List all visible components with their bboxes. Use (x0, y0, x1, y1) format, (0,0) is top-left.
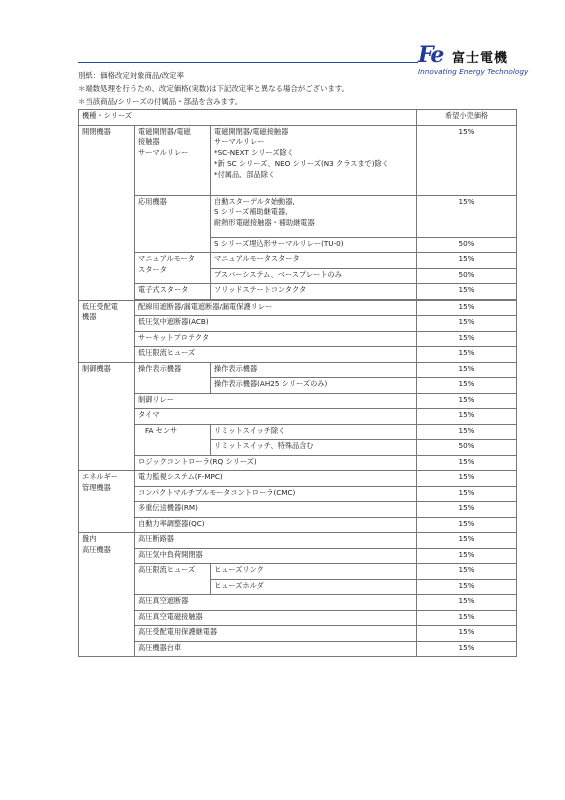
rate-cell: 15% (417, 362, 517, 378)
logo-tagline: Innovating Energy Technology (418, 67, 529, 76)
company-logo (418, 44, 528, 80)
sub-applied: 応用機器 (135, 195, 211, 253)
item-protective-relay: 高圧受配電用保護継電器 (135, 626, 417, 642)
sub-manual-motor-starter: マニュアルモータ スタータ (135, 253, 211, 284)
table-row (79, 300, 517, 316)
detail-ah25: 操作表示機器(AH25 シリーズのみ) (211, 378, 417, 394)
category-energy: エネルギー 管理機器 (79, 471, 135, 533)
rate-cell: 15% (417, 253, 517, 269)
item-acb: 低圧気中遮断器(ACB) (135, 316, 417, 332)
rate-cell: 15% (417, 471, 517, 487)
rate-cell: 15% (417, 548, 517, 564)
rate-cell: 15% (417, 517, 517, 533)
fe-logo-icon: Fe (418, 42, 443, 68)
detail-fa-excl: リミットスイッチ除く (211, 424, 417, 440)
table-row (79, 125, 517, 195)
table-row (79, 502, 517, 518)
item-vcb: 高圧真空遮断器 (135, 595, 417, 611)
detail-operation-display: 操作表示機器 (211, 362, 417, 378)
table-row (79, 641, 517, 657)
table-row (79, 455, 517, 471)
note-accessories: ＊当該商品/シリーズの付属品・部品を含みます。 (78, 97, 243, 106)
detail-manual-motor-starter: マニュアルモータスタータ (211, 253, 417, 269)
logo-company-name: 富士電機 (452, 51, 509, 66)
item-f-mpc: 電力監視システム(F-MPC) (135, 471, 417, 487)
table-row (79, 195, 517, 237)
rate-cell: 15% (417, 195, 517, 237)
rate-cell: 15% (417, 486, 517, 502)
rate-cell: 15% (417, 641, 517, 657)
table-row (79, 316, 517, 332)
item-qc: 自動力率調整器(QC) (135, 517, 417, 533)
rate-cell: 15% (417, 455, 517, 471)
header-rule (78, 62, 418, 63)
rate-cell: 15% (417, 284, 517, 300)
table-row (79, 486, 517, 502)
table-row (79, 409, 517, 425)
rate-cell: 15% (417, 331, 517, 347)
price-revision-table (78, 109, 517, 657)
table-row (79, 548, 517, 564)
sub-fa-sensor: FA センサ (135, 424, 211, 455)
rate-cell: 15% (417, 378, 517, 394)
rate-cell: 15% (417, 533, 517, 549)
category-banai: 盤内 高圧機器 (79, 533, 135, 657)
table-row (79, 347, 517, 363)
rate-cell: 15% (417, 564, 517, 580)
table-row (79, 626, 517, 642)
item-hv-load-switch: 高圧気中負荷開閉器 (135, 548, 417, 564)
table-row (79, 533, 517, 549)
header-price: 希望小売価格 (417, 110, 517, 126)
note-title: 別紙：価格改定対象商品/改定率 (78, 71, 184, 80)
item-hv-truck: 高圧機器台車 (135, 641, 417, 657)
table-row (79, 517, 517, 533)
item-mccb: 配線用遮断器/漏電遮断器/漏電保護リレー (135, 300, 417, 316)
rate-cell: 15% (417, 502, 517, 518)
rate-cell: 15% (417, 424, 517, 440)
item-circuit-protector: サーキットプロテクタ (135, 331, 417, 347)
detail-fa-incl: リミットスイッチ、特殊品含む (211, 440, 417, 456)
table-row (79, 362, 517, 378)
category-teiatsu: 低圧受配電 機器 (79, 300, 135, 362)
table-row (79, 253, 517, 269)
sub-electronic-starter: 電子式スタータ (135, 284, 211, 300)
rate-cell: 50% (417, 237, 517, 253)
item-control-relay: 制御リレー (135, 393, 417, 409)
rate-cell: 15% (417, 409, 517, 425)
item-cmc: コンパクトマルチプルモータコントローラ(CMC) (135, 486, 417, 502)
table-row (79, 610, 517, 626)
detail-applied: 自動スターデルタ始動器, S シリーズ補助継電器, 耐熱形電磁接触器・補助継電器 (211, 195, 417, 237)
table-row (79, 331, 517, 347)
category-kaihei: 開閉機器 (79, 125, 135, 300)
rate-cell: 15% (417, 316, 517, 332)
table-header-row (79, 110, 517, 126)
sub-operation-display: 操作表示機器 (135, 362, 211, 393)
detail-ssc: ソリッドステートコンタクタ (211, 284, 417, 300)
item-rm: 多重伝送機器(RM) (135, 502, 417, 518)
detail-busbar: ブスバーシステム、ベースプレートのみ (211, 268, 417, 284)
category-seigyo: 制御機器 (79, 362, 135, 471)
detail-fuse-link: ヒューズリンク (211, 564, 417, 580)
rate-cell: 15% (417, 393, 517, 409)
rate-cell: 15% (417, 125, 517, 195)
table-row (79, 424, 517, 440)
rate-cell: 15% (417, 579, 517, 595)
detail-fuse-holder: ヒューズホルダ (211, 579, 417, 595)
table-row (79, 595, 517, 611)
item-timer: タイマ (135, 409, 417, 425)
sub-hv-fuse: 高圧限流ヒューズ (135, 564, 211, 595)
table-row (79, 564, 517, 580)
item-hv-disconnector: 高圧断路器 (135, 533, 417, 549)
rate-cell: 15% (417, 610, 517, 626)
table-row (79, 471, 517, 487)
item-lv-fuse: 低圧限流ヒューズ (135, 347, 417, 363)
rate-cell: 15% (417, 626, 517, 642)
sub-magnetic-switch: 電磁開閉器/電磁 接触器 サーマルリレー (135, 125, 211, 195)
detail-tu0: S シリーズ埋込形サーマルリレー(TU-0) (211, 237, 417, 253)
item-vmc: 高圧真空電磁接触器 (135, 610, 417, 626)
rate-cell: 15% (417, 595, 517, 611)
rate-cell: 50% (417, 268, 517, 284)
header-series: 機種・シリーズ (79, 110, 417, 126)
rate-cell: 15% (417, 347, 517, 363)
item-logic-controller: ロジックコントローラ(RQ シリーズ) (135, 455, 417, 471)
detail-magnetic-switch: 電磁開閉器/電磁接触器 サーマルリレー *SC-NEXT シリーズ除く *新 SC シリーズ、NEO シリーズ(N3 クラスまで)除く *付属品、部品除く (211, 125, 417, 195)
table-row (79, 284, 517, 300)
table-row (79, 393, 517, 409)
note-rounding: ＊端数処理を行うため、改定価格(実数)は下記改定率と異なる場合がございます。 (78, 84, 349, 93)
rate-cell: 50% (417, 440, 517, 456)
rate-cell: 15% (417, 300, 517, 316)
